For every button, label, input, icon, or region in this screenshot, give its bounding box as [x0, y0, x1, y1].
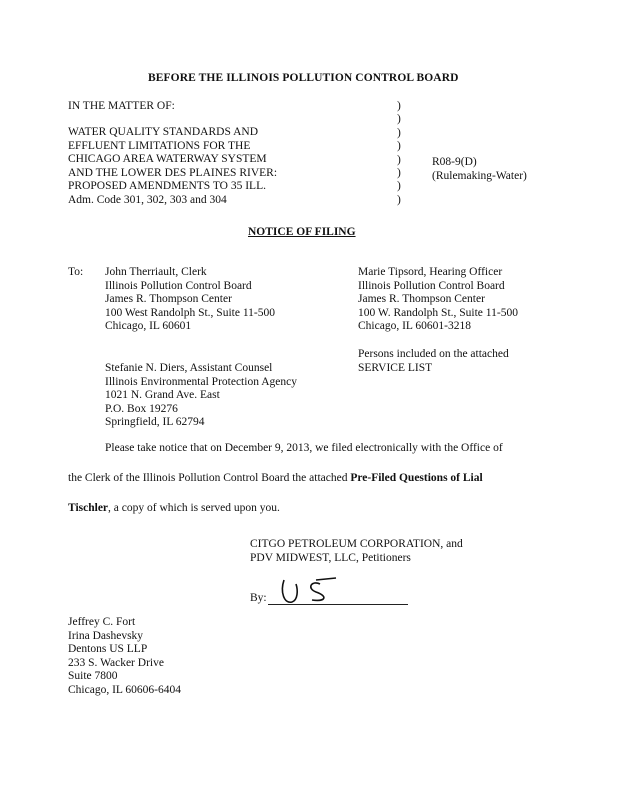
- body-line-2-text: the Clerk of the Illinois Pollution Control Board the attached: [68, 472, 351, 484]
- paren: ): [397, 166, 401, 179]
- document-heading: BEFORE THE ILLINOIS POLLUTION CONTROL BOARD: [148, 72, 459, 84]
- body-line-3-text: , a copy of which is served upon you.: [108, 502, 280, 514]
- recipient-hearing-officer: [358, 266, 518, 334]
- attorney-line: Jeffrey C. Fort: [68, 616, 136, 628]
- address-line: Stefanie N. Diers, Assistant Counsel: [105, 362, 273, 374]
- attorney-line: 233 S. Wacker Drive: [68, 656, 164, 669]
- address-line: Persons included on the attached: [358, 348, 509, 360]
- caption-line: Adm. Code 301, 302, 303 and 304: [68, 193, 227, 206]
- body-line-3-bold: Tischler: [68, 502, 109, 514]
- paren: ): [397, 126, 401, 139]
- recipient-counsel: [105, 362, 297, 430]
- address-line: Illinois Pollution Control Board: [358, 279, 505, 292]
- body-line-2: [68, 472, 483, 485]
- paren: ): [397, 180, 401, 193]
- body-line-1: Please take notice that on December 9, 2013, we filed electronically with the Office of: [105, 442, 503, 454]
- handwritten-signature: [276, 570, 356, 610]
- address-line: Chicago, IL 60601: [105, 320, 192, 333]
- address-line: 1021 N. Grand Ave. East: [105, 389, 220, 402]
- address-line: Chicago, IL 60601-3218: [358, 320, 471, 333]
- attorney-line: Suite 7800: [68, 670, 118, 683]
- address-line: Springfield, IL 62794: [105, 416, 205, 429]
- company-line-2: PDV MIDWEST, LLC, Petitioners: [250, 552, 411, 564]
- address-line: James R. Thompson Center: [105, 293, 232, 306]
- address-line: James R. Thompson Center: [358, 293, 485, 306]
- address-line: Illinois Environmental Protection Agency: [105, 375, 297, 388]
- attorney-block: [68, 616, 181, 698]
- body-line-3: [68, 502, 280, 515]
- attorney-line: Dentons US LLP: [68, 643, 148, 656]
- recipient-clerk: [105, 266, 275, 334]
- company-line-1: CITGO PETROLEUM CORPORATION, and: [250, 538, 463, 550]
- in-the-matter-label: IN THE MATTER OF:: [68, 100, 175, 112]
- body-line-2-bold: Pre-Filed Questions of Lial: [350, 472, 483, 484]
- address-line: Marie Tipsord, Hearing Officer: [358, 266, 503, 278]
- caption-lines: [68, 126, 277, 208]
- signature-by-label: By:: [250, 592, 267, 604]
- recipient-service-list: [358, 348, 509, 375]
- attorney-line: Chicago, IL 60606-6404: [68, 683, 181, 696]
- address-line: SERVICE LIST: [358, 361, 433, 374]
- attorney-line: Irina Dashevsky: [68, 629, 144, 642]
- address-line: 100 West Randolph St., Suite 11-500: [105, 306, 275, 319]
- caption-parentheses: [397, 100, 401, 207]
- caption-line: AND THE LOWER DES PLAINES RIVER:: [68, 166, 278, 179]
- notice-title: NOTICE OF FILING: [248, 226, 356, 238]
- caption-line: WATER QUALITY STANDARDS AND: [68, 126, 258, 138]
- caption-line: CHICAGO AREA WATERWAY SYSTEM: [68, 153, 267, 166]
- docket-number: R08-9(D): [432, 156, 477, 168]
- paren: ): [397, 113, 401, 126]
- caption-line: PROPOSED AMENDMENTS TO 35 ILL.: [68, 180, 266, 193]
- docket-type: (Rulemaking-Water): [432, 170, 527, 182]
- address-line: John Therriault, Clerk: [105, 266, 207, 278]
- paren: ): [397, 100, 401, 112]
- address-line: 100 W. Randolph St., Suite 11-500: [358, 306, 518, 319]
- to-label: To:: [68, 266, 84, 278]
- caption-line: EFFLUENT LIMITATIONS FOR THE: [68, 139, 251, 152]
- paren: ): [397, 140, 401, 153]
- paren: ): [397, 193, 401, 206]
- paren: ): [397, 153, 401, 166]
- address-line: Illinois Pollution Control Board: [105, 279, 252, 292]
- address-line: P.O. Box 19276: [105, 402, 178, 415]
